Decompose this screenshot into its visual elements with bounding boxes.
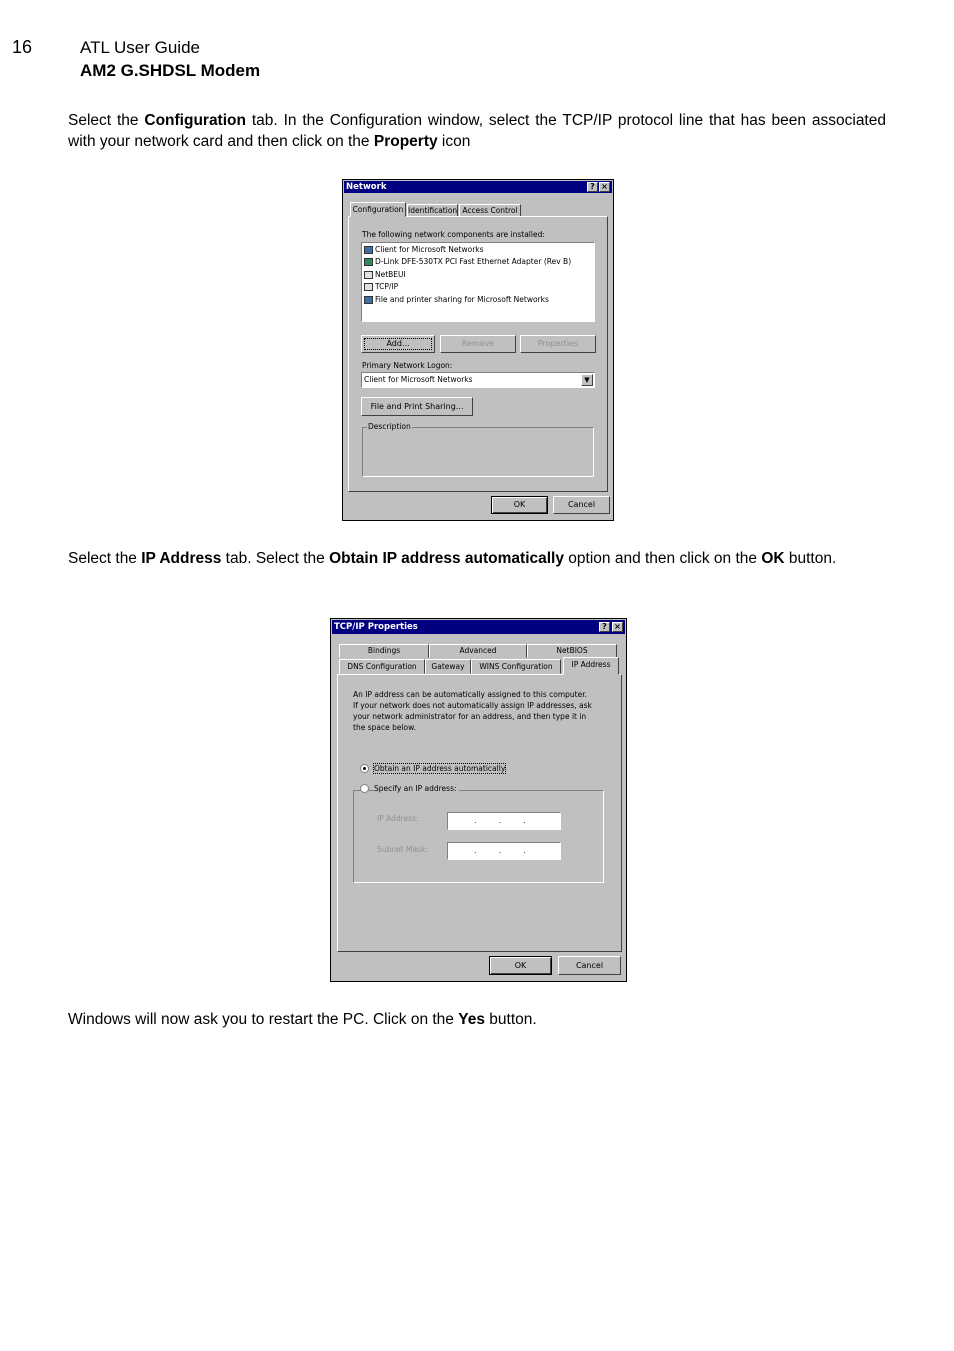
list-item[interactable] xyxy=(364,270,406,279)
instruction-paragraph-2 xyxy=(68,548,886,569)
para1-text: icon xyxy=(437,133,471,150)
list-item[interactable] xyxy=(364,245,484,254)
para2-text: option and then click on the xyxy=(563,550,762,567)
tab-bindings[interactable]: Bindings xyxy=(339,644,429,658)
intro-line-2: If your network does not automatically assign IP addresses, ask xyxy=(353,701,592,710)
para2-text: tab. Select the xyxy=(221,550,330,567)
ok-button[interactable]: OK xyxy=(491,496,548,514)
ip-address-input[interactable] xyxy=(447,812,561,830)
subnet-mask-label: Subnet Mask: xyxy=(377,845,428,854)
intro-line-1: An IP address can be automatically assigned to this computer. xyxy=(353,690,587,699)
product-title: AM2 G.SHDSL Modem xyxy=(80,61,261,80)
para2-bold-ip-address: IP Address xyxy=(141,550,222,567)
chevron-down-icon[interactable]: ▼ xyxy=(581,374,593,386)
tab-gateway[interactable]: Gateway xyxy=(425,659,471,674)
instruction-paragraph-3 xyxy=(68,1009,886,1030)
tcpip-dialog-titlebar xyxy=(332,620,625,634)
components-list[interactable] xyxy=(361,242,595,322)
help-icon[interactable]: ? xyxy=(599,622,610,632)
list-item-label: TCP/IP xyxy=(375,282,399,291)
intro-line-3: your network administrator for an address, and then type it in xyxy=(353,712,587,721)
properties-button[interactable]: Properties xyxy=(520,335,596,353)
intro-line-4: the space below. xyxy=(353,723,416,732)
list-item[interactable] xyxy=(364,295,549,304)
tab-access-control[interactable]: Access Control xyxy=(459,204,521,217)
obtain-ip-label[interactable]: Obtain an IP address automatically xyxy=(374,764,506,773)
network-dialog-title: Network xyxy=(346,182,387,192)
ok-button[interactable]: OK xyxy=(489,956,552,975)
tab-identification[interactable]: Identification xyxy=(408,206,458,215)
primary-logon-value: Client for Microsoft Networks xyxy=(364,375,473,384)
para2-bold-ok: OK xyxy=(761,550,785,567)
obtain-ip-radio[interactable] xyxy=(360,764,369,773)
network-adapter-icon xyxy=(364,258,373,266)
para1-text: tab. In the Configuration window, select the TCP/IP protocol line that has been associated with your network card and then click on the xyxy=(68,112,886,150)
installed-components-label: The following network components are installed: xyxy=(362,230,545,239)
add-button[interactable]: Add... xyxy=(361,335,435,353)
list-item[interactable] xyxy=(364,282,398,291)
para3-text: button. xyxy=(484,1011,537,1028)
file-print-sharing-button[interactable]: File and Print Sharing... xyxy=(361,397,473,416)
network-dialog xyxy=(342,179,614,521)
tab-advanced[interactable]: Advanced xyxy=(429,644,527,658)
tab-wins-configuration[interactable]: WINS Configuration xyxy=(471,659,561,674)
instruction-paragraph-1 xyxy=(68,110,886,152)
description-label: Description xyxy=(368,422,411,431)
para1-text: Select the xyxy=(68,112,145,129)
para1-bold-configuration: Configuration xyxy=(144,112,246,129)
help-icon[interactable]: ? xyxy=(587,182,598,192)
subnet-mask-dots: . . . xyxy=(474,846,529,855)
para2-bold-obtain: Obtain IP address automatically xyxy=(329,550,564,567)
list-item-label: Client for Microsoft Networks xyxy=(375,245,484,254)
para3-text: Windows will now ask you to restart the PC. Click on the xyxy=(68,1011,459,1028)
file-sharing-icon xyxy=(364,296,373,304)
subnet-mask-input[interactable] xyxy=(447,842,561,860)
cancel-button[interactable]: Cancel xyxy=(558,956,621,975)
para3-bold-yes: Yes xyxy=(458,1011,485,1028)
specify-ip-group xyxy=(353,790,604,883)
ip-address-dots: . . . xyxy=(474,816,529,825)
specify-ip-label[interactable]: Specify an IP address: xyxy=(374,784,457,793)
list-item-label: File and printer sharing for Microsoft Networks xyxy=(375,295,549,304)
guide-title: ATL User Guide xyxy=(80,38,200,57)
primary-logon-select[interactable] xyxy=(361,372,595,388)
list-item[interactable] xyxy=(364,257,571,266)
para1-bold-property: Property xyxy=(373,133,438,150)
cancel-button[interactable]: Cancel xyxy=(553,496,610,514)
tcpip-dialog-title: TCP/IP Properties xyxy=(334,622,418,632)
network-client-icon xyxy=(364,246,373,254)
protocol-icon xyxy=(364,283,373,291)
close-icon[interactable]: × xyxy=(599,182,610,192)
page-number: 16 xyxy=(12,37,33,57)
para2-text: button. xyxy=(784,550,837,567)
protocol-icon xyxy=(364,271,373,279)
list-item-label: NetBEUI xyxy=(375,270,406,279)
tcpip-properties-dialog xyxy=(330,618,627,982)
tab-ip-address[interactable]: IP Address xyxy=(563,657,619,675)
para2-text: Select the xyxy=(68,550,142,567)
radio-selected-dot xyxy=(363,767,366,770)
close-icon[interactable]: × xyxy=(612,622,623,632)
description-group xyxy=(362,427,594,477)
remove-button[interactable]: Remove xyxy=(440,335,516,353)
tab-netbios[interactable]: NetBIOS xyxy=(527,644,617,658)
specify-ip-radio[interactable] xyxy=(360,784,369,793)
primary-logon-label: Primary Network Logon: xyxy=(362,361,453,370)
tab-configuration[interactable]: Configuration xyxy=(350,202,406,217)
list-item-label: D-Link DFE-530TX PCI Fast Ethernet Adapter (Rev B) xyxy=(375,257,572,266)
tab-dns-configuration[interactable]: DNS Configuration xyxy=(339,659,425,674)
network-dialog-titlebar xyxy=(344,181,612,193)
ip-address-label: IP Address: xyxy=(377,814,419,823)
